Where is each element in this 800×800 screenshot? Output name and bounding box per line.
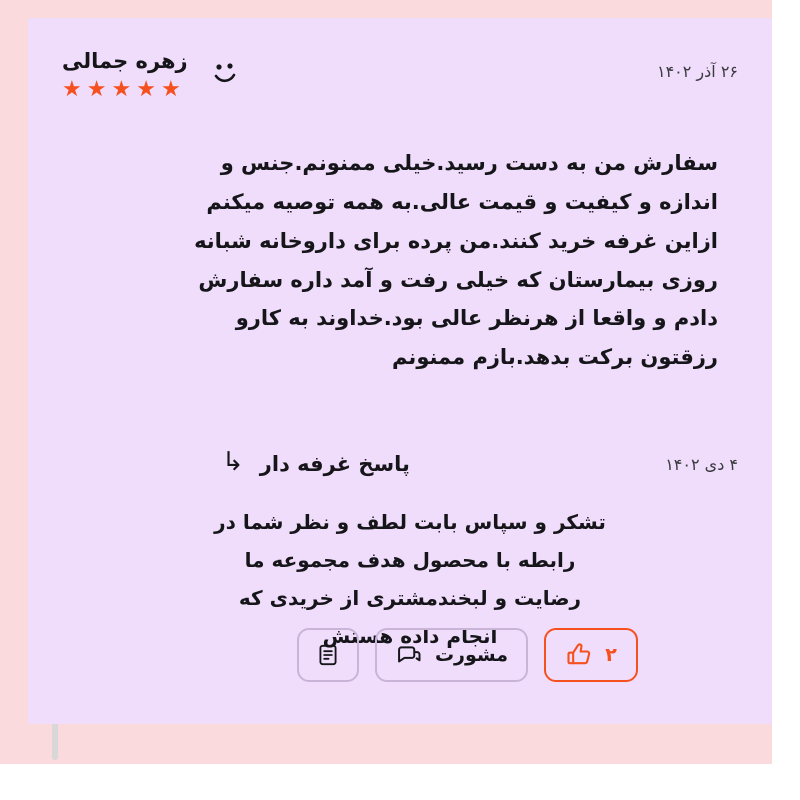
review-header bbox=[62, 48, 738, 122]
thumbs-up-icon bbox=[565, 641, 593, 669]
page-edge-right bbox=[772, 0, 800, 800]
reviewer-name: زهره جمالی bbox=[62, 49, 188, 73]
reviewer-block bbox=[62, 48, 248, 101]
reply-arrow-icon: ↳ bbox=[222, 447, 244, 478]
document-report-icon bbox=[315, 642, 341, 668]
star-icon: ★ bbox=[136, 77, 156, 103]
seller-reply-title-wrap bbox=[222, 447, 410, 478]
star-icon: ★ bbox=[160, 77, 181, 103]
star-icon: ★ bbox=[62, 77, 82, 103]
seller-reply-title: پاسخ غرفه دار bbox=[259, 452, 410, 477]
seller-reply-date: ۴ دی ۱۴۰۲ bbox=[665, 454, 738, 474]
report-button[interactable] bbox=[297, 628, 359, 682]
star-icon: ★ bbox=[86, 77, 107, 103]
review-text: سفارش من به دست رسید.خیلی ممنونم.جنس و اندازه و کیفیت و قیمت عالی.به همه توصیه میکنم ازاین غرفه خرید کنند.من پرده برای داروخانه شبانه روزی بیمارستان که خیلی رفت و آمد داره سفارش دادم و واقعا از هرنظر عالی بود.خداوند به کارو رزقتون برکت بدهد.بازم ممنونم bbox=[194, 151, 718, 370]
seller-reply-header bbox=[62, 447, 738, 478]
review-date: ۲۶ آذر ۱۴۰۲ bbox=[656, 62, 738, 81]
review-card bbox=[28, 18, 772, 724]
rating-stars bbox=[62, 79, 181, 101]
seller-reply-text: تشکر و سپاس بابت لطف و نظر شما در رابطه با محصول هدف مجموعه ما رضایت و لبخندمشتری از خریدی که انجام داده هستش bbox=[214, 510, 606, 649]
reviewer-name-and-rating bbox=[62, 48, 188, 101]
star-icon: ★ bbox=[111, 77, 132, 103]
page-edge-bottom bbox=[0, 764, 800, 800]
avatar bbox=[202, 50, 248, 96]
smiley-face-icon bbox=[205, 53, 245, 93]
consult-button[interactable] bbox=[375, 628, 528, 682]
like-count: ۲ bbox=[605, 644, 617, 666]
action-bar bbox=[62, 628, 738, 682]
like-button[interactable] bbox=[544, 628, 638, 682]
consult-label: مشورت bbox=[434, 644, 508, 666]
chat-bubble-icon bbox=[395, 641, 423, 669]
